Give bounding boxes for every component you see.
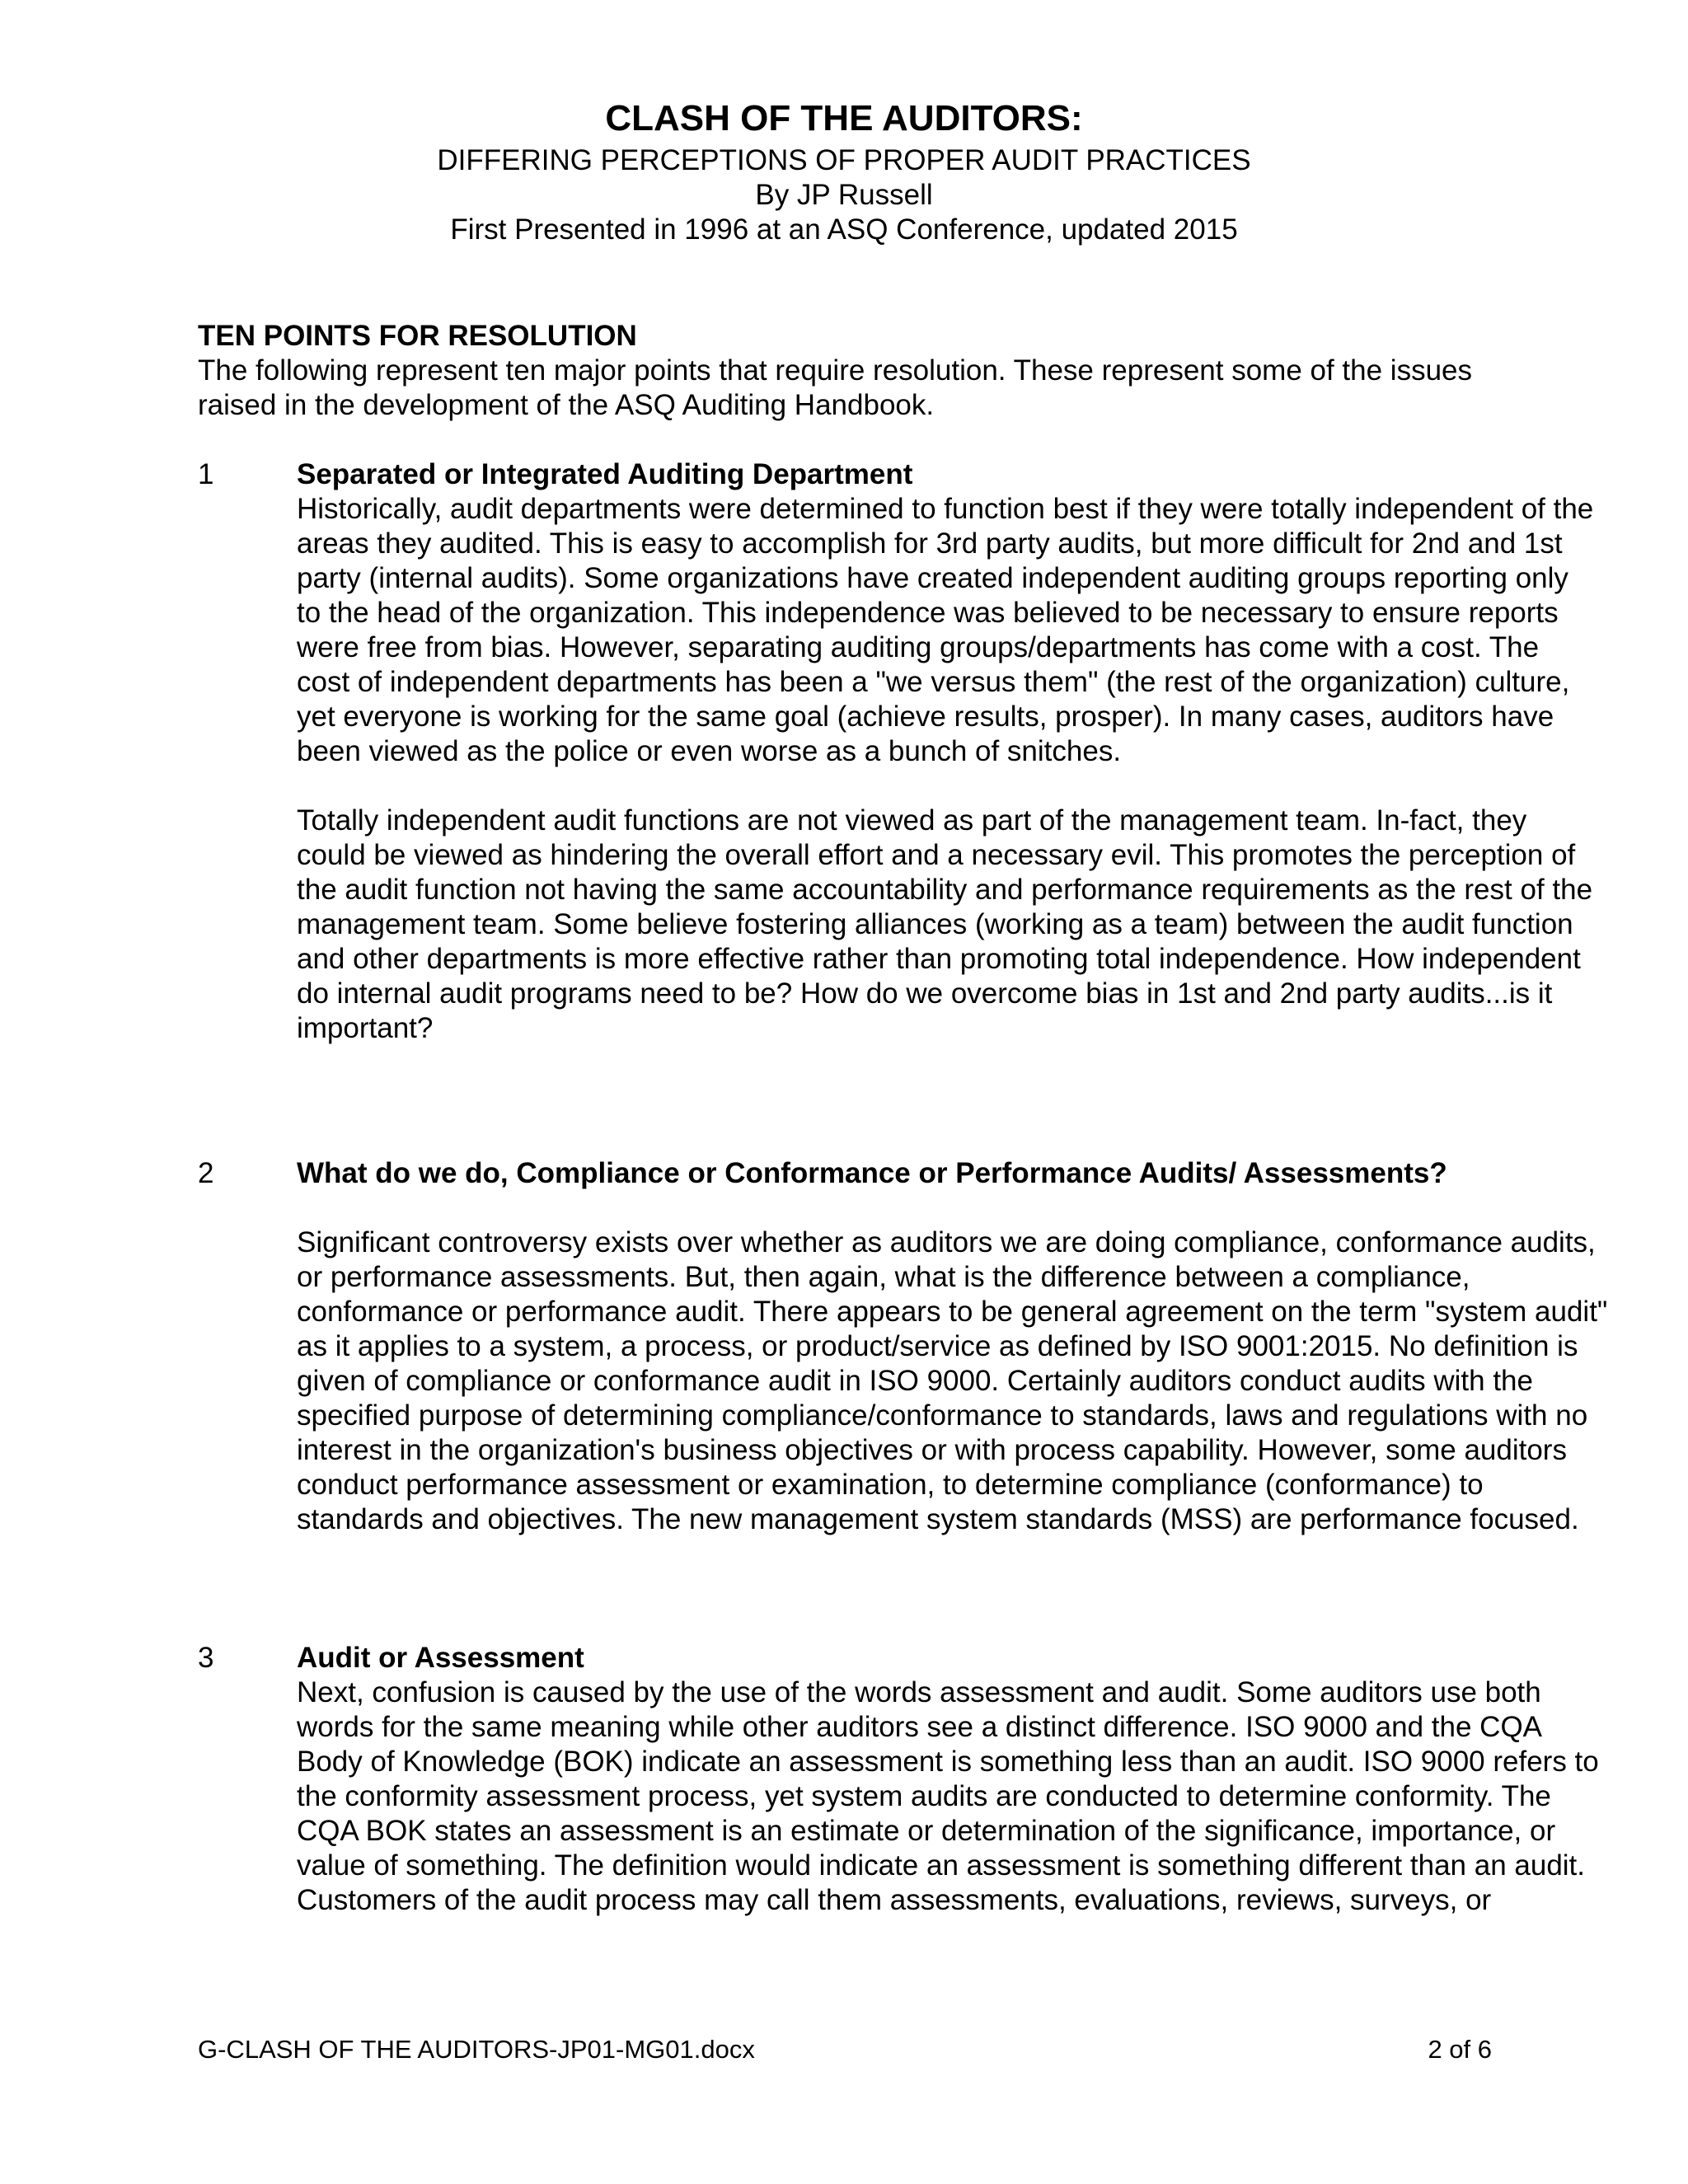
item-number: 3: [198, 1642, 214, 1674]
item-paragraph: Historically, audit departments were determined to function best if they were totally independent of the areas they audited. This is easy to accomplish for 3rd party audits, but more difficult for 2nd and 1st party (internal audits). Some organizations have created independent auditing groups reporting only to the head of the organization. This independence was believed to be necessary to ensure reports were free from bias. However, separating auditing groups/departments has come with a cost. The cost of independent departments has been a "we versus them" (the rest of the organization) culture, yet everyone is working for the same goal (achieve results, prosper). In many cases, auditors have been viewed as the police or even worse as a bunch of snitches.: [297, 493, 1594, 767]
document-presented-note: First Presented in 1996 at an ASQ Conference, updated 2015: [450, 213, 1238, 246]
document-author: By JP Russell: [755, 179, 933, 211]
item-number: 2: [198, 1157, 214, 1189]
section-heading: TEN POINTS FOR RESOLUTION: [198, 320, 637, 352]
item-title: What do we do, Compliance or Conformance or Performance Audits/ Assessments?: [297, 1157, 1447, 1189]
item-title: Separated or Integrated Auditing Department: [297, 458, 913, 490]
item-paragraph: Next, confusion is caused by the use of the words assessment and audit. Some auditors use both words for the same meaning while other auditors see a distinct difference. ISO 9000 and the CQA Body of Knowledge (BOK) indicate an assessment is something less than an audit. ISO 9000 refers to the conformity assessment process, yet system audits are conducted to determine conformity. The CQA BOK states an assessment is an estimate or determination of the significance, importance, or value of something. The definition would indicate an assessment is something different than an audit. Customers of the audit process may call them assessments, evaluations, reviews, surveys, or: [297, 1676, 1599, 1916]
item-number: 1: [198, 458, 214, 490]
section-intro: The following represent ten major points that require resolution. These represent some of the issues raised in the development of the ASQ Auditing Handbook.: [198, 354, 1473, 421]
document-title: CLASH OF THE AUDITORS:: [605, 98, 1083, 138]
item-paragraph: Totally independent audit functions are not viewed as part of the management team. In-fact, they could be viewed as hindering the overall effort and a necessary evil. This promotes the perception of the audit function not having the same accountability and performance requirements as the rest of the management team. Some believe fostering alliances (working as a team) between the audit function and other departments is more effective rather than promoting total independence. How independent do internal audit programs need to be? How do we overcome bias in 1st and 2nd party audits...is it important?: [297, 804, 1593, 1044]
footer-page-number: 2 of 6: [1428, 2035, 1492, 2064]
item-paragraph: Significant controversy exists over whether as auditors we are doing compliance, conformance audits, or performance assessments. But, then again, what is the difference between a compliance, conformance or performance audit. There appears to be general agreement on the term "system audit" as it applies to a system, a process, or product/service as defined by ISO 9001:2015. No definition is given of compliance or conformance audit in ISO 9000. Certainly auditors conduct audits with the specified purpose of determining compliance/conformance to standards, laws and regulations with no interest in the organization's business objectives or with process capability. However, some auditors conduct performance assessment or examination, to determine compliance (conformance) to standards and objectives. The new management system standards (MSS) are performance focused.: [297, 1226, 1608, 1535]
item-title: Audit or Assessment: [297, 1642, 584, 1674]
document-subtitle: DIFFERING PERCEPTIONS OF PROPER AUDIT PRACTICES: [437, 144, 1251, 176]
footer-filename: G-CLASH OF THE AUDITORS-JP01-MG01.docx: [198, 2035, 755, 2064]
